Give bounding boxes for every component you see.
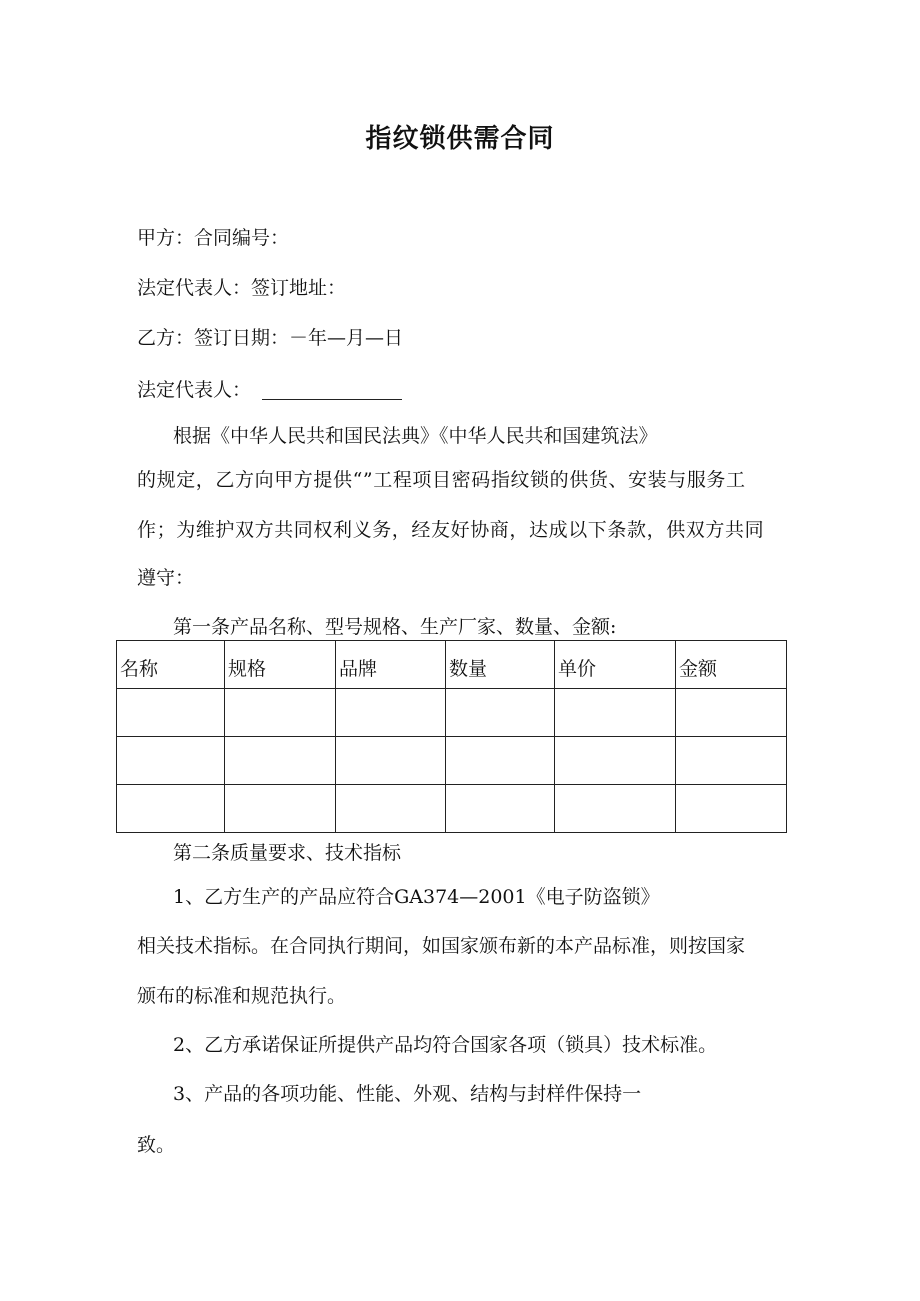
table-cell <box>676 689 787 737</box>
preamble-line-1: 根据《中华人民共和国民法典》《中华人民共和国建筑法》 <box>173 425 658 447</box>
table-cell <box>225 689 336 737</box>
signature-blank <box>262 399 402 400</box>
table-row <box>117 737 787 785</box>
table-cell <box>446 785 555 833</box>
table-row <box>117 785 787 833</box>
party-a-line: 甲方：合同编号： <box>137 227 290 249</box>
table-cell <box>676 785 787 833</box>
table-cell <box>676 737 787 785</box>
table-cell <box>336 785 446 833</box>
col-quantity-header: 数量 <box>446 641 555 689</box>
article-2-item-3-line-2: 致。 <box>137 1134 176 1156</box>
party-b-date-line: 乙方：签订日期：－年—月—日 <box>137 327 404 349</box>
article-2-heading: 第二条质量要求、技术指标 <box>173 842 402 864</box>
table-cell <box>117 737 225 785</box>
article-2-item-1-line-1: 1、乙方生产的产品应符合GA374—2001《电子防盗锁》 <box>173 886 660 908</box>
table-cell <box>446 689 555 737</box>
article-2-item-1-line-3: 颁布的标准和规范执行。 <box>137 985 347 1007</box>
table-cell <box>225 785 336 833</box>
article-2-item-3-line-1: 3、产品的各项功能、性能、外观、结构与封样件保持一 <box>173 1083 642 1105</box>
preamble-line-3: 作；为维护双方共同权利义务，经友好协商，达成以下条款，供双方共同 <box>137 519 765 541</box>
legal-rep-line: 法定代表人： <box>137 379 252 401</box>
article-1-heading: 第一条产品名称、型号规格、生产厂家、数量、金额: <box>173 616 617 638</box>
table-cell <box>117 689 225 737</box>
table-cell <box>555 785 676 833</box>
table-cell <box>336 737 446 785</box>
preamble-line-2: 的规定，乙方向甲方提供“”工程项目密码指纹锁的供货、安装与服务工 <box>137 469 746 491</box>
table-cell <box>446 737 555 785</box>
col-brand-header: 品牌 <box>336 641 446 689</box>
table-cell <box>225 737 336 785</box>
article-2-item-1-line-2: 相关技术指标。在合同执行期间，如国家颁布新的本产品标准，则按国家 <box>137 935 746 957</box>
document-title: 指纹锁供需合同 <box>365 124 555 154</box>
legal-rep-address-line: 法定代表人：签订地址： <box>137 277 347 299</box>
table-row <box>117 689 787 737</box>
table-cell <box>117 785 225 833</box>
col-amount-header: 金额 <box>676 641 787 689</box>
table-cell <box>555 689 676 737</box>
preamble-line-4: 遵守： <box>137 567 195 589</box>
table-cell <box>336 689 446 737</box>
product-table <box>116 640 787 833</box>
col-name-header: 名称 <box>117 641 225 689</box>
table-cell <box>555 737 676 785</box>
table-header-row <box>117 641 787 689</box>
col-unit-price-header: 单价 <box>555 641 676 689</box>
col-spec-header: 规格 <box>225 641 336 689</box>
article-2-item-2: 2、乙方承诺保证所提供产品均符合国家各项（锁具）技术标准。 <box>173 1034 718 1056</box>
